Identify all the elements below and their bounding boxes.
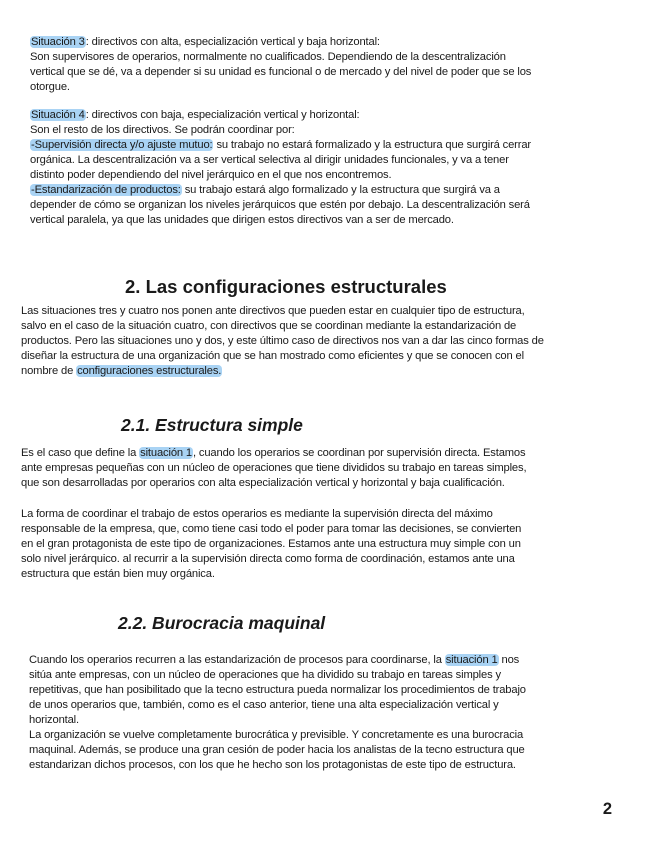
- section-2-1-heading: 2.1. Estructura simple: [121, 415, 303, 435]
- highlight-configuraciones: configuraciones estructurales.: [77, 365, 222, 377]
- section-2-1-paragraph-2: La forma de coordinar el trabajo de estos operarios es mediante la supervisión directa del máximo responsable de la empresa, que, como tiene casi todo el poder para tomar las decisiones, se convierten en el gran protagonista de este tipo de organizaciones. Estamos ante una estructura muy simple con un solo nivel jerárquico. al recurrir a la supervisión directa como forma de coordinación, estamos ante una estructura que están bien muy orgánica.: [21, 508, 522, 580]
- highlight-supervision-directa: -Supervisión directa y/o ajuste mutuo:: [31, 139, 213, 151]
- highlight-estandarizacion-productos: -Estandarización de productos:: [31, 184, 181, 196]
- section-2-1-paragraph-1: Es el caso que define la situación 1, cuando los operarios se coordinan por supervisión directa. Estamos ante empresas pequeñas con un núcleo de operaciones que tiene divididos su trabajo en tareas simples, que son desarrolladas por operarios con alta especialización vertical y horizontal y baja cualificación.: [21, 447, 527, 489]
- section-2-2-heading: 2.2. Burocracia maquinal: [118, 613, 326, 633]
- page-number: 2: [602, 800, 612, 818]
- situacion-3-block: Situación 3: directivos con alta, especialización vertical y baja horizontal: Son supervisores de operarios, normalmente no cualificados. Dependiendo de la descentralización vertical que se dé, va a depender si su unidad es funcional o de mercado y del nivel de poder que se los otorgue.: [30, 36, 532, 93]
- section-2-2-paragraph: Cuando los operarios recurren a las estandarización de procesos para coordinarse, la situación 1 nos sitúa ante empresas, con un núcleo de operaciones que ha dividido su trabajo en tareas simples y repetitivas, que han posibilitado que la tecno estructura pueda normalizar los procedimientos de trabajo de unos operarios que, también, como es el caso anterior, tiene una alta especialización vertical y horizontal. La organización se vuelve completamente burocrática y previsible. Y concretamente es una burocracia maquinal. Además, se produce una gran cesión de poder hacia los analistas de la tecno estructura que estandarizan dichos procesos, con los que he hecho son los protagonistas de este tipo de estructura.: [29, 654, 526, 771]
- highlight-situacion-3: Situación 3: [31, 36, 85, 48]
- highlight-situacion-1-b: situación 1: [445, 654, 498, 666]
- highlight-situacion-1: situación 1: [140, 447, 192, 459]
- situacion-4-block: Situación 4: directivos con baja, especialización vertical y horizontal: Son el resto de los directivos. Se podrán coordinar por: -Supervisión directa y/o ajuste mutuo: su trabajo no estará formalizado y la estructura que surgirá cerrar orgánica. La descentralización va a ser vertical selectiva al dirigir unidades funcionales, y va a tener distinto poder dependiendo del nivel jerárquico en el que nos encontremos. -Estandarización de productos: su trabajo estará algo formalizado y la estructura que surgirá va a depender de cómo se organizan los niveles jerárquicos que estén por debajo. La descentralización será vertical paralela, ya que las unidades que dirigen estos directivos van a ser de mercado.: [30, 109, 531, 226]
- section-2-paragraph: Las situaciones tres y cuatro nos ponen ante directivos que pueden estar en cualquier tipo de estructura, salvo en el caso de la situación cuatro, con directivos que se coordinan mediante la estandarización de productos. Pero las situaciones uno y dos, y este último caso de directivos nos van a dar las cinco formas de diseñar la estructura de una organización que se han mostrado como eficientes y que se conocen con el nombre de configuraciones estructurales.: [21, 305, 544, 377]
- highlight-situacion-4: Situación 4: [31, 109, 85, 121]
- section-2-heading: 2. Las configuraciones estructurales: [125, 276, 447, 297]
